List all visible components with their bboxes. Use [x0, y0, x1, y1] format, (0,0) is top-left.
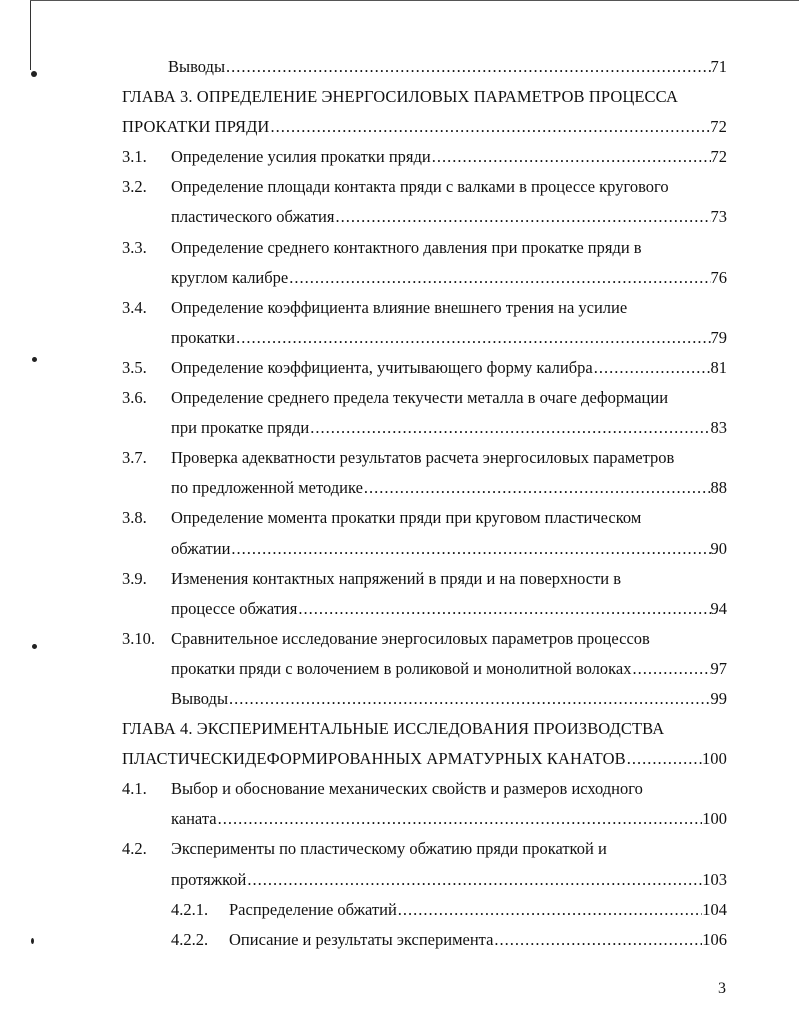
- toc-entry-line: [229, 895, 727, 925]
- toc-entry-title: процессе обжатия: [171, 598, 298, 618]
- dot-leader: [626, 744, 702, 774]
- toc-entry-title: ГЛАВА 3. ОПРЕДЕЛЕНИЕ ЭНЕРГОСИЛОВЫХ ПАРАМЕТРОВ ПРОЦЕССА: [122, 87, 678, 107]
- toc-section-number: 3.4.: [122, 297, 147, 317]
- toc-chapter-heading: [0, 112, 799, 142]
- toc-entry-title: Эксперименты по пластическому обжатию пряди прокаткой и: [171, 839, 607, 859]
- toc-entry-line: [171, 534, 727, 564]
- dot-leader: [225, 52, 710, 82]
- toc-entry-line: [168, 52, 727, 82]
- toc-chapter-heading: [0, 82, 799, 112]
- toc-entry: [0, 142, 799, 172]
- dot-leader: [334, 202, 710, 232]
- toc-entry-continuation: [0, 865, 799, 895]
- toc-entry-line: [171, 865, 727, 895]
- toc-entry-title: Определение коэффициента влияние внешнего трения на усилие: [171, 297, 628, 317]
- page-number: 3: [718, 980, 726, 997]
- toc-page-number: 83: [710, 418, 727, 438]
- toc-page-number: 76: [710, 267, 727, 287]
- toc-page-number: 100: [702, 809, 727, 829]
- dot-leader: [363, 473, 711, 503]
- toc-entry: [0, 383, 799, 413]
- toc-entry-line: [171, 473, 727, 503]
- dot-leader: [297, 594, 710, 624]
- dot-leader: [269, 112, 710, 142]
- toc-section-number: 3.5.: [122, 357, 147, 377]
- toc-page-number: 94: [710, 598, 727, 618]
- toc-section-number: 4.1.: [122, 779, 147, 799]
- toc-entry: [0, 624, 799, 654]
- toc-entry-continuation: [0, 413, 799, 443]
- toc-entry-title: ПРОКАТКИ ПРЯДИ: [122, 117, 270, 137]
- dot-leader: [397, 895, 702, 925]
- toc-entry: [0, 564, 799, 594]
- toc-entry-line: [122, 744, 727, 774]
- toc-entry-title: Изменения контактных напряжений в пряди и на поверхности в: [171, 568, 622, 588]
- toc-entry-line: [122, 112, 727, 142]
- toc-entry-line: [171, 353, 727, 383]
- toc-entry-title: Выводы: [171, 688, 229, 708]
- table-of-contents: [0, 52, 799, 955]
- toc-entry-title: Проверка адекватности результатов расчета энергосиловых параметров: [171, 448, 675, 468]
- toc-entry-title: Выводы: [168, 57, 226, 76]
- toc-subentry: [0, 895, 799, 925]
- dot-leader: [309, 413, 710, 443]
- toc-page-number: 72: [710, 147, 727, 167]
- toc-page-number: 71: [710, 57, 727, 76]
- toc-section-number: 4.2.: [122, 839, 147, 859]
- toc-page-number: 100: [701, 749, 727, 769]
- toc-entry-continuation: [0, 594, 799, 624]
- toc-section-number: 3.6.: [122, 388, 147, 408]
- toc-section-number: 3.1.: [122, 147, 147, 167]
- toc-entry-line: [171, 263, 727, 293]
- toc-entry-line: [171, 804, 727, 834]
- toc-entry-line: [171, 202, 727, 232]
- toc-entry-title: протяжкой: [171, 869, 247, 889]
- toc-entry: [0, 233, 799, 263]
- toc-entry-continuation: [0, 263, 799, 293]
- toc-entry-continuation: [0, 534, 799, 564]
- toc-page-number: 81: [710, 357, 727, 377]
- toc-page-number: 104: [702, 899, 727, 919]
- toc-entry: [0, 293, 799, 323]
- dot-leader: [593, 353, 711, 383]
- toc-entry-title: Описание и результаты эксперимента: [229, 929, 494, 949]
- toc-page-number: 79: [710, 327, 727, 347]
- dot-leader: [230, 534, 710, 564]
- toc-section-number: 3.8.: [122, 508, 147, 528]
- dot-leader: [431, 142, 711, 172]
- toc-entry-title: прокатки пряди с волочением в роликовой и монолитной волоках: [171, 658, 632, 678]
- toc-entry-title: ГЛАВА 4. ЭКСПЕРИМЕНТАЛЬНЫЕ ИССЛЕДОВАНИЯ ПРОИЗВОДСТВА: [122, 719, 665, 739]
- toc-entry-continuation: [0, 323, 799, 353]
- toc-entry-line: [171, 654, 727, 684]
- toc-entry-title: круглом калибре: [171, 267, 289, 287]
- toc-entry-title: обжатии: [171, 538, 231, 558]
- toc-entry-title: пластического обжатия: [171, 207, 335, 227]
- toc-entry-title: по предложенной методике: [171, 478, 363, 498]
- toc-entry: [0, 52, 799, 82]
- toc-entry: [0, 172, 799, 202]
- toc-chapter-heading: [0, 714, 799, 744]
- toc-entry-title: Определение площади контакта пряди с валками в процессе кругового: [171, 177, 669, 197]
- toc-section-number: 3.3.: [122, 237, 147, 257]
- toc-entry-title: Выбор и обоснование механических свойств и размеров исходного: [171, 779, 643, 799]
- toc-page-number: 99: [710, 688, 727, 708]
- toc-page-number: 72: [710, 117, 727, 137]
- toc-section-number: 4.2.1.: [171, 899, 209, 919]
- toc-entry-title: Распределение обжатий: [229, 899, 397, 919]
- toc-page-number: 88: [710, 478, 727, 498]
- toc-entry-continuation: [0, 202, 799, 232]
- toc-entry-continuation: [0, 473, 799, 503]
- toc-section-number: 3.7.: [122, 448, 147, 468]
- toc-entry-line: [171, 594, 727, 624]
- toc-section-number: 4.2.2.: [171, 929, 209, 949]
- dot-leader: [217, 804, 703, 834]
- dot-leader: [228, 684, 710, 714]
- toc-entry: [0, 684, 799, 714]
- toc-entry-title: прокатки: [171, 327, 236, 347]
- toc-page-number: 90: [710, 538, 727, 558]
- toc-entry-title: при прокатке пряди: [171, 418, 310, 438]
- dot-leader: [288, 263, 710, 293]
- dot-leader: [246, 865, 702, 895]
- toc-entry-line: [171, 413, 727, 443]
- toc-entry-line: [171, 142, 727, 172]
- dot-leader: [493, 925, 702, 955]
- toc-entry-title: Определение усилия прокатки пряди: [171, 147, 431, 167]
- toc-section-number: 3.9.: [122, 568, 147, 588]
- dot-leader: [235, 323, 710, 353]
- toc-entry: [0, 503, 799, 533]
- toc-entry-title: Сравнительное исследование энергосиловых параметров процессов: [171, 628, 650, 648]
- toc-entry-title: Определение момента прокатки пряди при круговом пластическом: [171, 508, 642, 528]
- toc-section-number: 3.2.: [122, 177, 147, 197]
- toc-entry-title: Определение среднего контактного давления при прокатке пряди в: [171, 237, 642, 257]
- toc-entry-title: Определение среднего предела текучести металла в очаге деформации: [171, 388, 669, 408]
- toc-entry: [0, 353, 799, 383]
- toc-page-number: 103: [702, 869, 727, 889]
- toc-entry-title: каната: [171, 809, 217, 829]
- scan-top-edge: [30, 0, 799, 1]
- toc-page-number: 73: [710, 207, 727, 227]
- toc-entry-line: [229, 925, 727, 955]
- toc-page-number: 97: [710, 658, 727, 678]
- toc-entry-line: [171, 684, 727, 714]
- toc-section-number: 3.10.: [122, 628, 155, 648]
- toc-chapter-heading: [0, 744, 799, 774]
- toc-entry-line: [171, 323, 727, 353]
- toc-entry-continuation: [0, 804, 799, 834]
- toc-page-number: 106: [702, 929, 727, 949]
- toc-entry-title: ПЛАСТИЧЕСКИДЕФОРМИРОВАННЫХ АРМАТУРНЫХ КАНАТОВ: [122, 749, 626, 769]
- toc-entry: [0, 443, 799, 473]
- toc-entry: [0, 834, 799, 864]
- toc-subentry: [0, 925, 799, 955]
- toc-entry: [0, 774, 799, 804]
- dot-leader: [632, 654, 711, 684]
- toc-entry-continuation: [0, 654, 799, 684]
- toc-entry-title: Определение коэффициента, учитывающего форму калибра: [171, 357, 593, 377]
